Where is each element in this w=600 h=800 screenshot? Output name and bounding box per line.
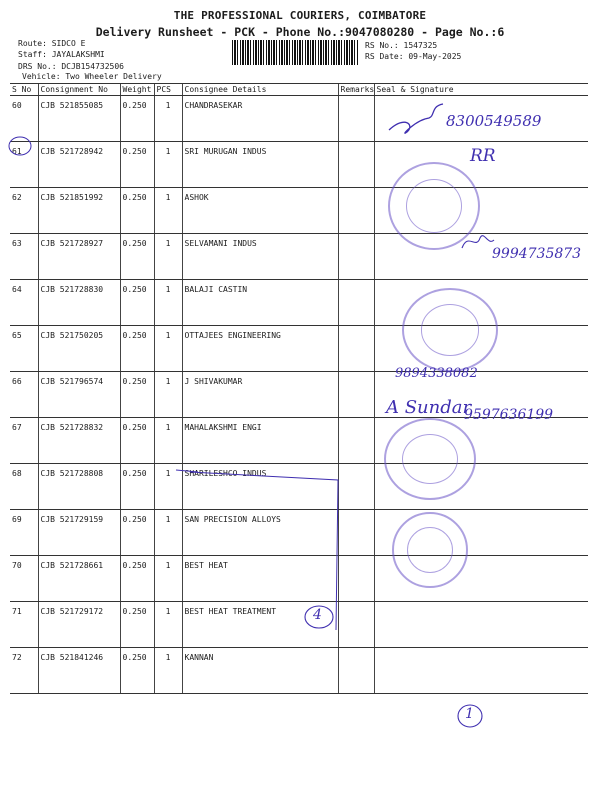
row-sno: 67 [10, 418, 38, 464]
handwritten-initials-61: RR [470, 146, 496, 166]
row-consignment-no: CJB 521855085 [38, 96, 120, 142]
handwritten-phone-60: 8300549589 [446, 112, 542, 130]
row-pcs: 1 [154, 464, 182, 510]
row-consignee: OTTAJEES ENGINEERING [182, 326, 338, 372]
row-pcs: 1 [154, 234, 182, 280]
table-row [10, 648, 588, 694]
row-pcs: 1 [154, 602, 182, 648]
rs-date: RS Date: 09-May-2025 [365, 52, 462, 61]
rs-number: RS No.: 1547325 [365, 41, 438, 50]
row-consignee: BEST HEAT [182, 556, 338, 602]
row-consignment-no: CJB 521728927 [38, 234, 120, 280]
row-remarks [338, 418, 374, 464]
row-consignee: MAHALAKSHMI ENGI [182, 418, 338, 464]
row-consignment-no: CJB 521796574 [38, 372, 120, 418]
row-consignment-no: CJB 521728830 [38, 280, 120, 326]
row-pcs: 1 [154, 188, 182, 234]
row-pcs: 1 [154, 96, 182, 142]
row-consignment-no: CJB 521729159 [38, 510, 120, 556]
row-weight: 0.250 [120, 280, 154, 326]
row-remarks [338, 142, 374, 188]
row-consignment-no: CJB 521728942 [38, 142, 120, 188]
table-row [10, 142, 588, 188]
row-sno: 66 [10, 372, 38, 418]
row-pcs: 1 [154, 556, 182, 602]
row-consignment-no: CJB 521728808 [38, 464, 120, 510]
row-sno: 65 [10, 326, 38, 372]
row-weight: 0.250 [120, 556, 154, 602]
row-consignment-no: CJB 521728832 [38, 418, 120, 464]
row-weight: 0.250 [120, 372, 154, 418]
row-weight: 0.250 [120, 96, 154, 142]
row-remarks [338, 234, 374, 280]
row-pcs: 1 [154, 326, 182, 372]
handwritten-name-67: A Sundar [386, 397, 472, 418]
row-sno: 60 [10, 96, 38, 142]
row-consignment-no: CJB 521728661 [38, 556, 120, 602]
row-consignee: KANNAN [182, 648, 338, 694]
handwritten-phone-66: 9894338082 [395, 366, 478, 381]
company-seal-68 [384, 418, 476, 500]
row-sno: 70 [10, 556, 38, 602]
row-weight: 0.250 [120, 602, 154, 648]
drs-label: DRS No.: DCJB154732506 [18, 62, 124, 71]
row-sno: 64 [10, 280, 38, 326]
row-consignee: SELVAMANI INDUS [182, 234, 338, 280]
row-seal-signature [374, 602, 588, 648]
company-seal-71 [392, 512, 468, 588]
row-pcs: 1 [154, 648, 182, 694]
row-weight: 0.250 [120, 188, 154, 234]
table-row [10, 326, 588, 372]
runsheet-subtitle: Delivery Runsheet - PCK - Phone No.:9047080280 - Page No.:6 [95, 25, 505, 39]
row-weight: 0.250 [120, 510, 154, 556]
col-remarks: Remarks [338, 84, 374, 96]
row-weight: 0.250 [120, 234, 154, 280]
row-weight: 0.250 [120, 418, 154, 464]
row-weight: 0.250 [120, 326, 154, 372]
row-remarks [338, 326, 374, 372]
col-consignee: Consignee Details [182, 84, 338, 96]
signature-63 [458, 228, 498, 252]
row-sno: 71 [10, 602, 38, 648]
table-header [10, 84, 588, 96]
staff-label: Staff: JAYALAKSHMI [18, 50, 105, 59]
row-pcs: 1 [154, 142, 182, 188]
row-remarks [338, 372, 374, 418]
circle-mark-61 [7, 134, 33, 158]
row-remarks [338, 188, 374, 234]
company-title: THE PROFESSIONAL COURIERS, COIMBATORE [173, 9, 427, 22]
row-consignee: ASHOK [182, 188, 338, 234]
col-pcs: PCS [154, 84, 182, 96]
row-sno: 69 [10, 510, 38, 556]
row-sno: 68 [10, 464, 38, 510]
row-consignment-no: CJB 521750205 [38, 326, 120, 372]
row-consignment-no: CJB 521841246 [38, 648, 120, 694]
vehicle-label: Vehicle: Two Wheeler Delivery [22, 72, 162, 81]
handwritten-count: 4 [313, 607, 322, 623]
row-consignment-no: CJB 521729172 [38, 602, 120, 648]
row-remarks [338, 280, 374, 326]
row-sno: 63 [10, 234, 38, 280]
table-row [10, 418, 588, 464]
row-pcs: 1 [154, 418, 182, 464]
row-pcs: 1 [154, 510, 182, 556]
col-consignment: Consignment No [38, 84, 120, 96]
barcode [232, 40, 358, 65]
col-sno: S No [10, 84, 38, 96]
row-consignee: BALAJI CASTIN [182, 280, 338, 326]
row-pcs: 1 [154, 280, 182, 326]
row-pcs: 1 [154, 372, 182, 418]
row-remarks [338, 648, 374, 694]
row-seal-signature [374, 648, 588, 694]
row-remarks [338, 96, 374, 142]
row-sno: 61 [10, 142, 38, 188]
table-row [10, 280, 588, 326]
row-consignee: CHANDRASEKAR [182, 96, 338, 142]
row-sno: 72 [10, 648, 38, 694]
row-weight: 0.250 [120, 142, 154, 188]
col-seal-signature: Seal & Signature [374, 84, 588, 96]
handwritten-page-mark: 1 [465, 706, 474, 722]
row-consignment-no: CJB 521851992 [38, 188, 120, 234]
row-consignee: SAN PRECISION ALLOYS [182, 510, 338, 556]
route-label: Route: SIDCO E [18, 39, 86, 48]
row-consignee: J SHIVAKUMAR [182, 372, 338, 418]
col-weight: Weight [120, 84, 154, 96]
row-consignee: SHARILESHCO INDUS [182, 464, 338, 510]
table-row [10, 188, 588, 234]
row-weight: 0.250 [120, 464, 154, 510]
row-weight: 0.250 [120, 648, 154, 694]
handwritten-phone-67: 9597636199 [464, 407, 554, 423]
row-consignee: BEST HEAT TREATMENT [182, 602, 338, 648]
row-consignee: SRI MURUGAN INDUS [182, 142, 338, 188]
engineering-seal-65 [402, 288, 498, 372]
handwritten-phone-63: 9994735873 [492, 246, 582, 262]
row-sno: 62 [10, 188, 38, 234]
